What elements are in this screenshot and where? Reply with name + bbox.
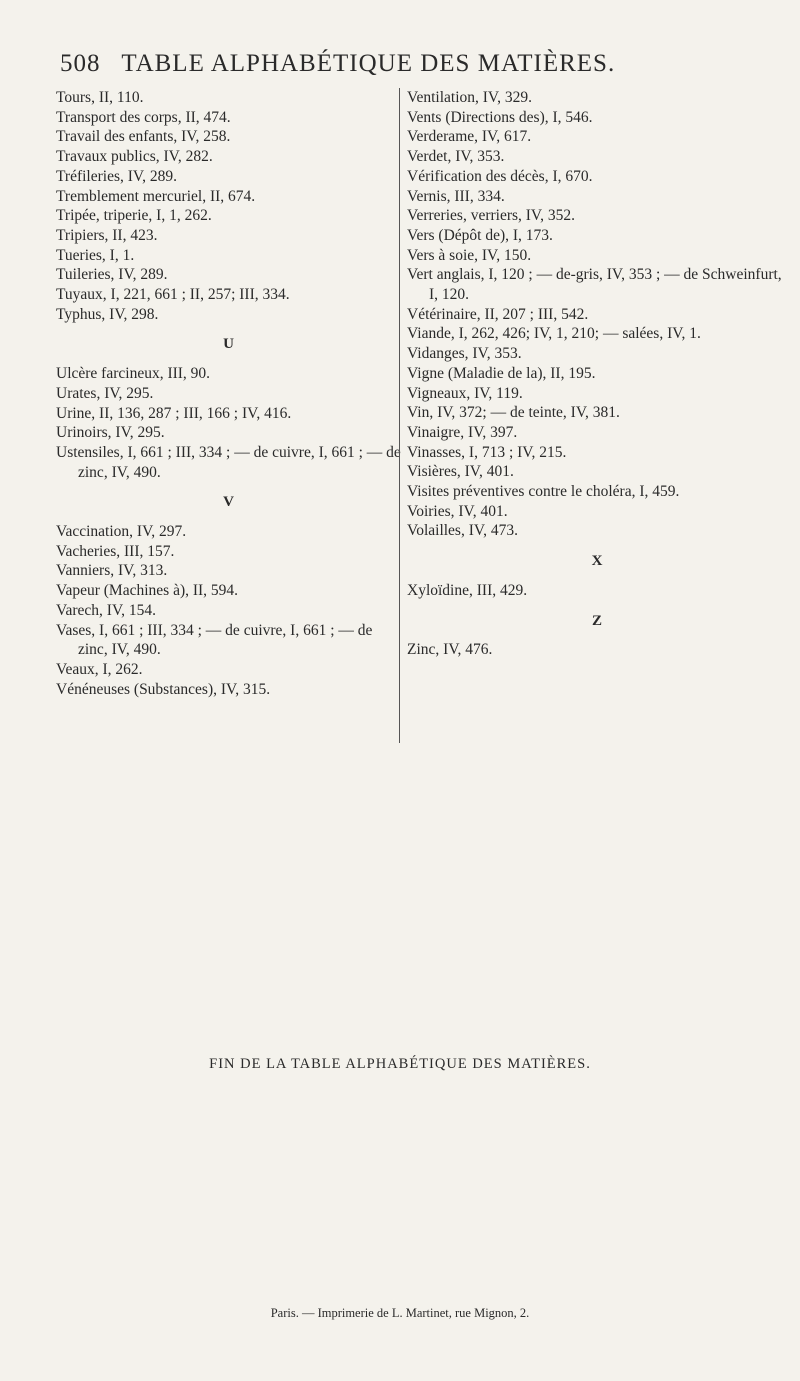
index-entry: Varech, IV, 154. bbox=[56, 601, 157, 619]
index-entry: Veaux, I, 262. bbox=[56, 660, 143, 678]
index-entry: Vétérinaire, II, 207 ; III, 542. bbox=[407, 305, 589, 323]
page-number: 508 bbox=[60, 50, 101, 77]
printer-imprint: Paris. — Imprimerie de L. Martinet, rue Mignon, 2. bbox=[270, 1306, 530, 1320]
entries-v-left bbox=[56, 522, 401, 699]
index-entry: Ulcère farcineux, III, 90. bbox=[56, 365, 211, 383]
section-letter-x: X bbox=[591, 553, 603, 570]
index-entry: Zinc, IV, 476. bbox=[407, 641, 493, 659]
index-entry: Vases, I, 661 ; III, 334 ; — de cuivre, I, 661 ; — de zinc, IV, 490. bbox=[56, 621, 373, 659]
index-entry: Vigneaux, IV, 119. bbox=[407, 384, 523, 402]
index-entry: Urine, II, 136, 287 ; III, 166 ; IV, 416. bbox=[56, 404, 292, 422]
index-entry: Tueries, I, 1. bbox=[56, 246, 135, 264]
index-entry: Visites préventives contre le choléra, I, 459. bbox=[407, 483, 680, 501]
index-entry: Vérification des décès, I, 670. bbox=[407, 167, 593, 185]
index-entry: Vapeur (Machines à), II, 594. bbox=[56, 582, 239, 600]
index-entry: Tripée, triperie, I, 1, 262. bbox=[56, 207, 212, 225]
index-entry: Voiries, IV, 401. bbox=[407, 502, 508, 520]
left-column bbox=[56, 88, 401, 699]
index-entry: Vidanges, IV, 353. bbox=[407, 345, 522, 363]
index-entry: Vanniers, IV, 313. bbox=[56, 562, 168, 580]
index-entry: Vernis, III, 334. bbox=[407, 187, 505, 205]
index-entry: Travail des enfants, IV, 258. bbox=[56, 128, 231, 146]
index-entry: Vert anglais, I, 120 ; — de-gris, IV, 353 ; — de Schweinfurt, I, 120. bbox=[407, 266, 782, 304]
index-entry: Xyloïdine, III, 429. bbox=[407, 581, 528, 599]
index-entry: Ustensiles, I, 661 ; III, 334 ; — de cuivre, I, 661 ; — de zinc, IV, 490. bbox=[56, 443, 401, 481]
index-entry: Typhus, IV, 298. bbox=[56, 305, 159, 323]
index-entry: Viande, I, 262, 426; IV, 1, 210; — salées, IV, 1. bbox=[407, 325, 701, 343]
index-entry: Vers (Dépôt de), I, 173. bbox=[407, 226, 553, 244]
index-entry: Vers à soie, IV, 150. bbox=[407, 246, 532, 264]
page-header bbox=[60, 50, 760, 78]
index-entry: Travaux publics, IV, 282. bbox=[56, 148, 213, 166]
index-entry: Tuyaux, I, 221, 661 ; II, 257; III, 334. bbox=[56, 286, 290, 304]
index-entry: Vaccination, IV, 297. bbox=[56, 523, 187, 541]
index-entry: Tuileries, IV, 289. bbox=[56, 266, 168, 284]
index-entry: Urates, IV, 295. bbox=[56, 384, 154, 402]
index-entry: Vinaigre, IV, 397. bbox=[407, 423, 518, 441]
section-letter-z: Z bbox=[591, 612, 602, 629]
entries-z bbox=[407, 640, 787, 660]
index-entry: Urinoirs, IV, 295. bbox=[56, 424, 165, 442]
index-entry: Volailles, IV, 473. bbox=[407, 522, 518, 540]
section-letter-v: V bbox=[223, 494, 234, 511]
index-entry: Tours, II, 110. bbox=[56, 89, 144, 106]
entries-v-right bbox=[407, 88, 787, 541]
entries-t bbox=[56, 88, 401, 324]
index-entry: Vents (Directions des), I, 546. bbox=[407, 108, 593, 126]
index-entry: Verdet, IV, 353. bbox=[407, 148, 505, 166]
index-entry: Tréfileries, IV, 289. bbox=[56, 167, 177, 185]
index-entry: Tremblement mercuriel, II, 674. bbox=[56, 187, 256, 205]
index-entry: Vinasses, I, 713 ; IV, 215. bbox=[407, 443, 567, 461]
index-entry: Tripiers, II, 423. bbox=[56, 226, 158, 244]
index-entry: Verderame, IV, 617. bbox=[407, 128, 532, 146]
index-entry: Vénéneuses (Substances), IV, 315. bbox=[56, 680, 271, 698]
running-title: TABLE ALPHABÉTIQUE DES MATIÈRES. bbox=[121, 50, 616, 77]
index-entry: Visières, IV, 401. bbox=[407, 463, 514, 481]
end-of-table-title: FIN DE LA TABLE ALPHABÉTIQUE DES MATIÈRES. bbox=[209, 1056, 591, 1072]
index-entry: Vacheries, III, 157. bbox=[56, 542, 175, 560]
index-entry: Transport des corps, II, 474. bbox=[56, 108, 231, 126]
index-entry: Ventilation, IV, 329. bbox=[407, 89, 532, 106]
entries-u bbox=[56, 364, 401, 482]
section-letter-u: U bbox=[223, 336, 234, 353]
index-entry: Vin, IV, 372; — de teinte, IV, 381. bbox=[407, 404, 620, 422]
entries-x bbox=[407, 581, 787, 601]
index-entry: Vigne (Maladie de la), II, 195. bbox=[407, 364, 596, 382]
right-column bbox=[407, 88, 787, 660]
index-entry: Verreries, verriers, IV, 352. bbox=[407, 207, 576, 225]
